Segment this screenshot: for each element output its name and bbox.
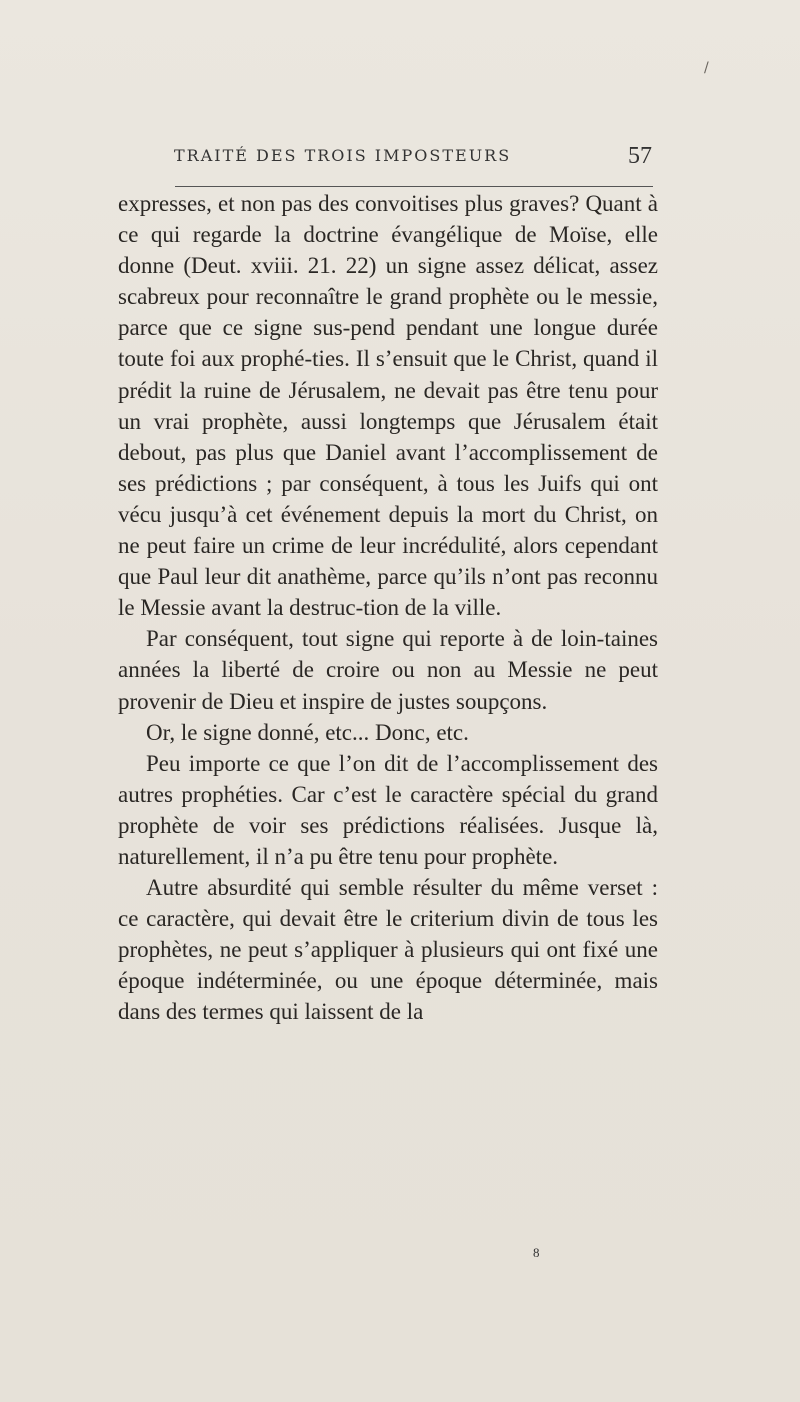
paragraph-5: Autre absurdité qui semble résulter du même verset : ce caractère, qui devait être le criterium divin de tous les prophètes, ne peut s’appliquer à plusieurs qui ont fixé une époque indéterminée, ou une époque déterminée, mais dans des termes qui laissent de la bbox=[118, 875, 658, 1025]
paragraph-4: Peu importe ce que l’on dit de l’accomplissement des autres prophéties. Car c’est le caractère spécial du grand prophète de voir ses prédictions réalisées. Jusque là, naturellement, il n’a pu être tenu pour prophète. bbox=[118, 750, 658, 869]
body-text bbox=[118, 188, 658, 1028]
header-rule bbox=[175, 186, 653, 187]
paragraph-2: Par conséquent, tout signe qui reporte à de loin-taines années la liberté de croire ou non au Messie ne peut provenir de Dieu et inspire de justes soupçons. bbox=[118, 626, 658, 714]
paragraph-3: Or, le signe donné, etc... Donc, etc. bbox=[146, 719, 469, 745]
signature-mark: 8 bbox=[533, 1245, 540, 1260]
corner-mark: / bbox=[704, 60, 709, 76]
page-number: 57 bbox=[628, 143, 652, 169]
running-head bbox=[174, 143, 652, 172]
paragraph-1: expresses, et non pas des convoitises plus graves? Quant à ce qui regarde la doctrine évangélique de Moïse, elle donne (Deut. xviii. 21. 22) un signe assez délicat, assez scabreux pour reconnaître le grand prophète ou le messie, parce que ce signe sus-pend pendant une longue durée toute foi aux prophé-ties. Il s’ensuit que le Christ, quand il prédit la ruine de Jérusalem, ne devait pas être tenu pour un vrai prophète, aussi longtemps que Jérusalem était debout, pas plus que Daniel avant l’accomplissement de ses prédictions ; par conséquent, à tous les Juifs qui ont vécu jusqu’à cet événement depuis la mort du Christ, on ne peut faire un crime de leur incrédulité, alors cependant que Paul leur dit anathème, parce qu’ils n’ont pas reconnu le Messie avant la destruc-tion de la ville. bbox=[118, 191, 658, 621]
running-title: TRAITÉ DES TROIS IMPOSTEURS bbox=[174, 146, 512, 165]
